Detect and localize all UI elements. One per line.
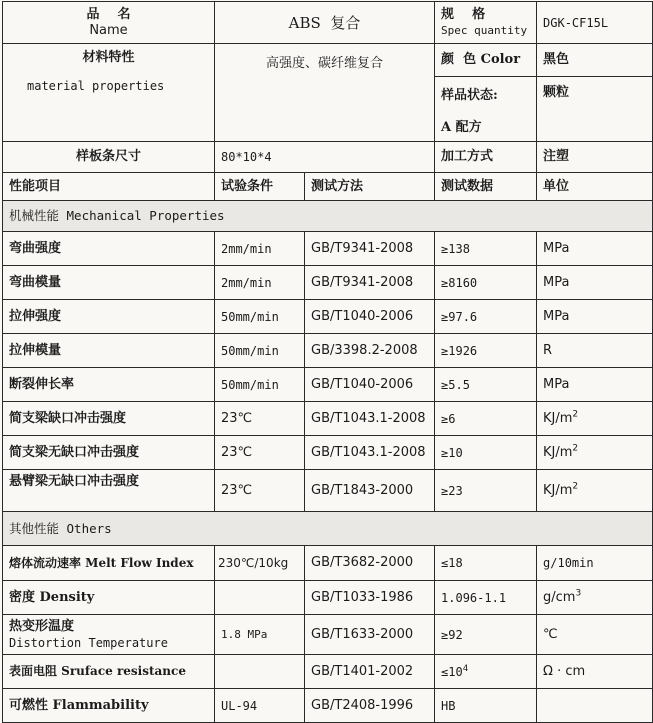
unit-cell: MPa — [537, 368, 653, 402]
sample-state-label: 样品状态: — [435, 77, 537, 115]
table-row — [3, 436, 653, 470]
method-cell: GB/T1043.1-2008 — [305, 436, 435, 470]
column-header-row — [3, 173, 653, 201]
method-cell: GB/T1633-2000 — [305, 615, 435, 655]
item-cell: 断裂伸长率 — [3, 368, 215, 402]
section-others — [3, 512, 653, 546]
section-mechanical — [3, 201, 653, 232]
condition-cell: 23℃ — [215, 436, 305, 470]
condition-cell: 50mm/min — [215, 334, 305, 368]
specimen-size-label: 样板条尺寸 — [3, 142, 215, 173]
table-row — [3, 266, 653, 300]
item-cell: 悬臂梁无缺口冲击强度 — [3, 470, 215, 512]
table-row — [3, 655, 653, 689]
data-cell: ≥8160 — [435, 266, 537, 300]
name-label-cell — [3, 2, 215, 44]
material-label-cell — [3, 44, 215, 142]
condition-cell: 50mm/min — [215, 300, 305, 334]
table-row — [3, 546, 653, 581]
item-cell: 拉伸强度 — [3, 300, 215, 334]
col-data: 测试数据 — [435, 173, 537, 201]
condition-cell: 1.8 MPa — [215, 615, 305, 655]
table-row — [3, 689, 653, 723]
unit-cell: g/10min — [537, 546, 653, 581]
specimen-size-value: 80*10*4 — [215, 142, 435, 173]
data-cell: ≤18 — [435, 546, 537, 581]
method-cell: GB/T1033-1986 — [305, 581, 435, 615]
unit-cell: MPa — [537, 266, 653, 300]
item-cell: 拉伸模量 — [3, 334, 215, 368]
method-cell: GB/T9341-2008 — [305, 232, 435, 266]
formula-label: A 配方 — [435, 115, 537, 142]
unit-cell: $KJ/m^2$ — [537, 470, 653, 512]
sample-state-value: 颗粒 — [537, 77, 653, 142]
table-row — [3, 615, 653, 655]
table-row — [3, 368, 653, 402]
spec-label-cell — [435, 2, 537, 44]
spec-table — [2, 1, 653, 723]
material-label-cn: 材料特性 — [82, 50, 135, 65]
data-cell: ≥97.6 — [435, 300, 537, 334]
item-cell: 可燃性 Flammability — [3, 689, 215, 723]
specimen-row — [3, 142, 653, 173]
col-unit: 单位 — [537, 173, 653, 201]
data-cell: ≥6 — [435, 402, 537, 436]
unit-cell: MPa — [537, 300, 653, 334]
spec-label-en: Spec quantity — [441, 23, 528, 37]
method-cell: GB/T3682-2000 — [305, 546, 435, 581]
condition-cell — [215, 655, 305, 689]
condition-cell: 2mm/min — [215, 266, 305, 300]
table-row — [3, 334, 653, 368]
data-cell: HB — [435, 689, 537, 723]
method-cell: GB/T1843-2000 — [305, 470, 435, 512]
item-cell: 简支梁无缺口冲击强度 — [3, 436, 215, 470]
col-condition: 试验条件 — [215, 173, 305, 201]
name-label-en: Name — [89, 22, 128, 38]
unit-cell: $g/cm^3$ — [537, 581, 653, 615]
item-cell: 熔体流动速率 Melt Flow Index — [3, 546, 215, 581]
condition-cell: 23℃ — [215, 470, 305, 512]
material-row — [3, 44, 653, 77]
unit-cell: R — [537, 334, 653, 368]
table-row — [3, 232, 653, 266]
data-cell: $\le 10^4$ — [435, 655, 537, 689]
table-row — [3, 402, 653, 436]
data-cell: ≥138 — [435, 232, 537, 266]
item-cell: 弯曲模量 — [3, 266, 215, 300]
item-cell: 热变形温度 Distortion Temperature — [3, 615, 215, 655]
spec-value: DGK-CF15L — [537, 2, 653, 44]
section-title: 其他性能 Others — [3, 512, 653, 546]
color-label: 颜 色 Color — [435, 44, 537, 77]
unit-cell — [537, 689, 653, 723]
condition-cell — [215, 581, 305, 615]
method-cell: GB/T2408-1996 — [305, 689, 435, 723]
table-row — [3, 581, 653, 615]
col-method: 测试方法 — [305, 173, 435, 201]
unit-cell: ℃ — [537, 615, 653, 655]
data-cell: ≥92 — [435, 615, 537, 655]
unit-cell: MPa — [537, 232, 653, 266]
table-row — [3, 470, 653, 512]
method-cell: GB/T1040-2006 — [305, 368, 435, 402]
section-title: 机械性能 Mechanical Properties — [3, 201, 653, 232]
condition-cell: UL-94 — [215, 689, 305, 723]
name-label-cn: 品 名 — [86, 6, 131, 22]
item-cell: 弯曲强度 — [3, 232, 215, 266]
condition-cell: 230℃/10kg — [215, 546, 305, 581]
process-value: 注塑 — [537, 142, 653, 173]
method-cell: GB/T1040-2006 — [305, 300, 435, 334]
col-item: 性能项目 — [3, 173, 215, 201]
item-cell: 密度 Density — [3, 581, 215, 615]
item-cell: 表面电阻 Sruface resistance — [3, 655, 215, 689]
item-cell: 简支梁缺口冲击强度 — [3, 402, 215, 436]
method-cell: GB/T1043.1-2008 — [305, 402, 435, 436]
table-row — [3, 300, 653, 334]
data-cell: 1.096-1.1 — [435, 581, 537, 615]
unit-cell: Ω · cm — [537, 655, 653, 689]
condition-cell: 23℃ — [215, 402, 305, 436]
spec-label-cn: 规 格 — [441, 6, 486, 22]
unit-cell: $KJ/m^2$ — [537, 402, 653, 436]
data-cell: ≥1926 — [435, 334, 537, 368]
condition-cell: 2mm/min — [215, 232, 305, 266]
data-cell: ≥5.5 — [435, 368, 537, 402]
unit-cell: $KJ/m^2$ — [537, 436, 653, 470]
color-value: 黑色 — [537, 44, 653, 77]
data-cell: ≥23 — [435, 470, 537, 512]
method-cell: GB/3398.2-2008 — [305, 334, 435, 368]
process-label: 加工方式 — [435, 142, 537, 173]
method-cell: GB/T1401-2002 — [305, 655, 435, 689]
data-cell: ≥10 — [435, 436, 537, 470]
material-label-en: material properties — [27, 79, 165, 93]
condition-cell: 50mm/min — [215, 368, 305, 402]
material-value: 高强度、碳纤维复合 — [215, 44, 435, 142]
name-row — [3, 2, 653, 44]
name-value: ABS 复合 — [215, 2, 435, 44]
method-cell: GB/T9341-2008 — [305, 266, 435, 300]
